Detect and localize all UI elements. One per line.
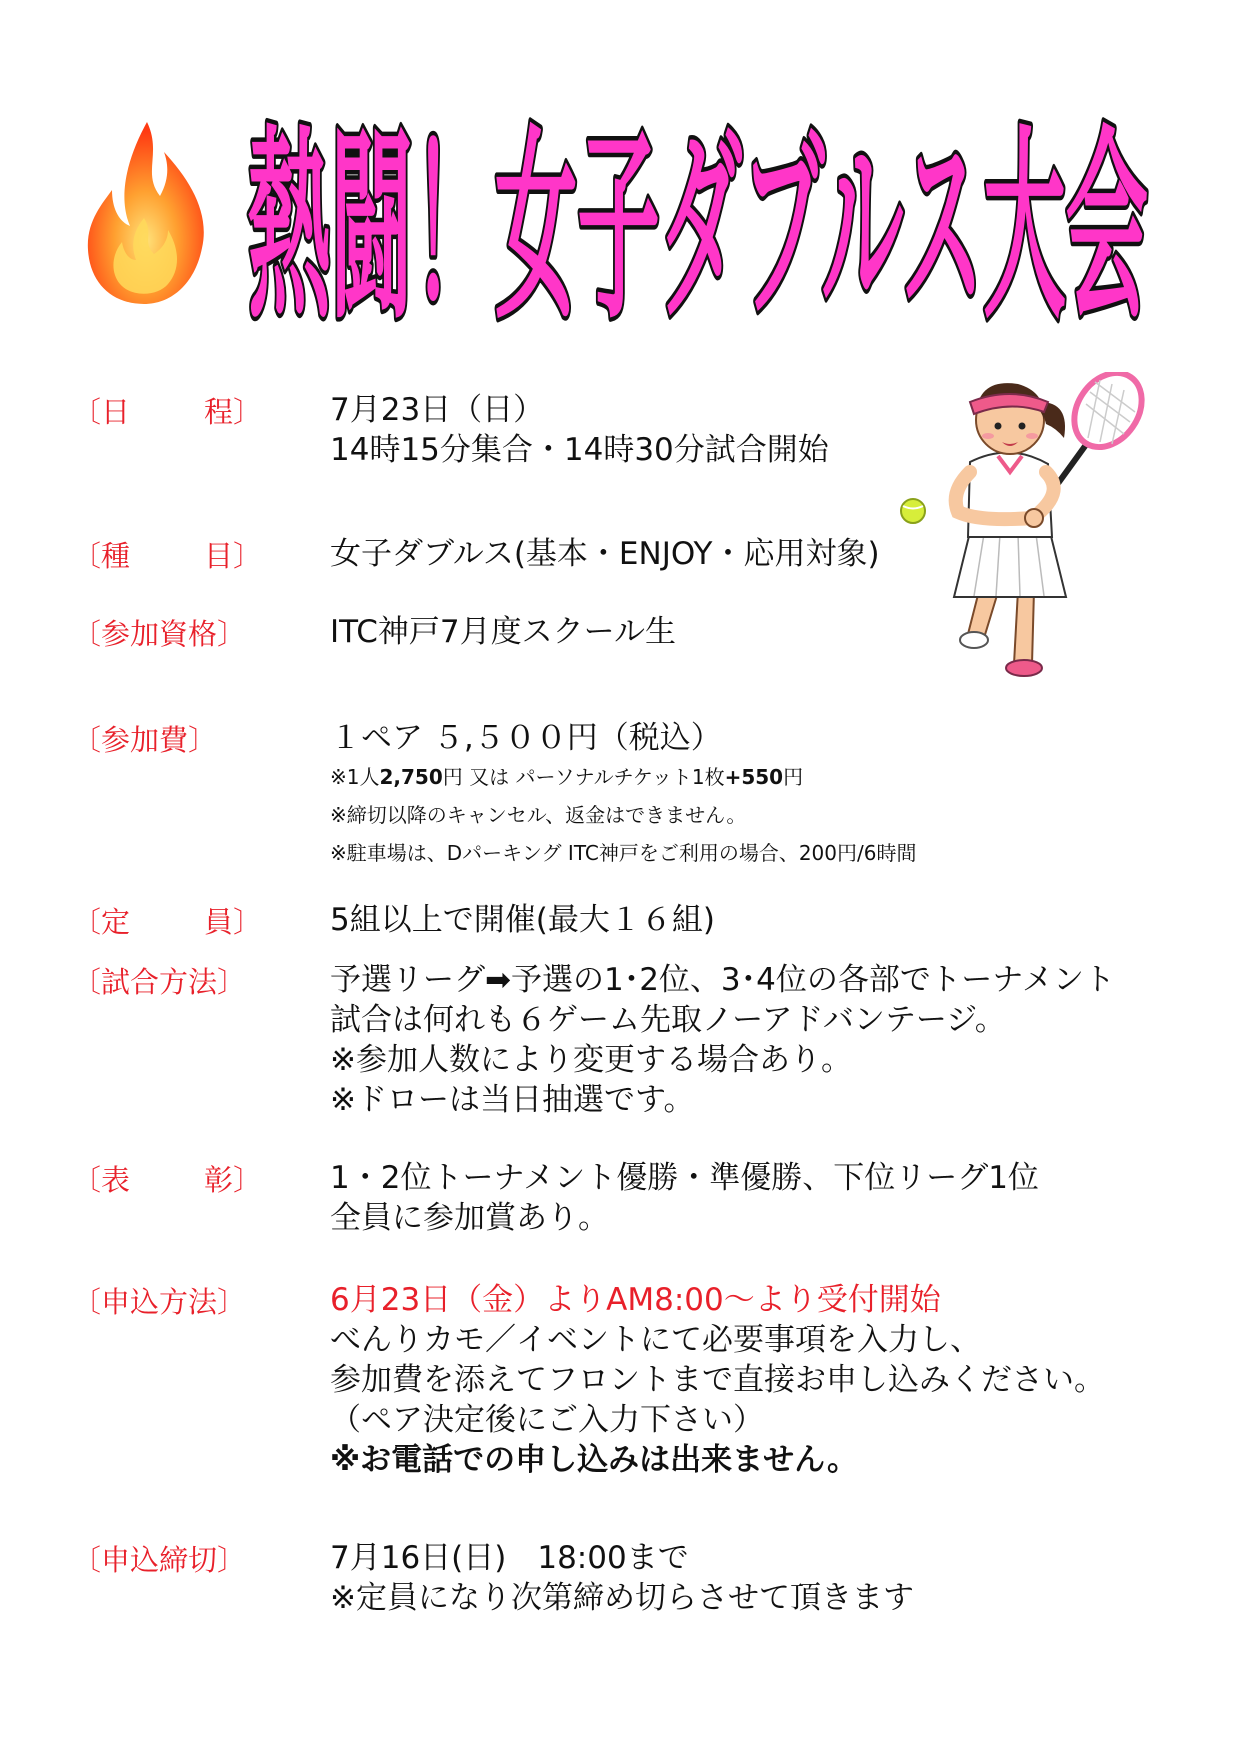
- format-label: 〔試合方法〕: [72, 965, 247, 999]
- fee-amount: １ペア ５,５００円（税込）: [330, 720, 722, 756]
- awards-label: 〔表 彰〕: [72, 1163, 262, 1197]
- fee-label: 〔参加費〕: [72, 723, 218, 757]
- deadline-label: 〔申込締切〕: [72, 1543, 247, 1577]
- flame-icon: [82, 118, 212, 308]
- capacity-value: 5組以上で開催(最大１６組): [330, 902, 715, 938]
- event-type-label: 〔種 目〕: [72, 539, 262, 573]
- schedule-value: [330, 390, 1210, 470]
- event-type-value: 女子ダブルス(基本・ENJOY・応用対象): [330, 536, 880, 572]
- schedule-time: 14時15分集合・14時30分試合開始: [330, 432, 829, 468]
- deadline-value: 7月16日(日) 18:00まで ※定員になり次第締め切らさせて頂きます: [330, 1540, 914, 1616]
- application-value: 6月23日（金）よりAM8:00～より受付開始 べんりカモ／イベントにて必要事項を入力し、 参加費を添えてフロントまで直接お申し込みください。 （ペア決定後にご入力下さい） ※お電話での申し込みは出来ません。: [330, 1280, 1210, 1480]
- fee-note-2: ※締切以降のキャンセル、返金はできません。: [330, 803, 747, 827]
- application-phone-note: ※お電話での申し込みは出来ません。: [330, 1442, 858, 1478]
- eligibility-value: ITC神戸7月度スクール生: [330, 614, 677, 650]
- fee-note-1: ※1人2,750円 又は パーソナルチケット1枚+550円: [330, 765, 804, 789]
- page-title: [232, 50, 1164, 372]
- tennis-ball-icon: [898, 496, 928, 526]
- page-title-text: 熱闘！女子ダブルス大会: [248, 109, 1148, 347]
- schedule-date: 7月23日（日）: [330, 392, 545, 428]
- fee-note-3: ※駐車場は、Dパーキング ITC神戸をご利用の場合、200円/6時間: [330, 841, 917, 865]
- capacity-label: 〔定 員〕: [72, 905, 262, 939]
- format-value: 予選リーグ➡予選の1･2位、3･4位の各部でトーナメント 試合は何れも６ゲーム先取ノーアドバンテージ。 ※参加人数により変更する場合あり。 ※ドローは当日抽選です。: [330, 962, 1116, 1118]
- application-start: 6月23日（金）よりAM8:00～より受付開始: [330, 1282, 941, 1318]
- schedule-label: 〔日 程〕: [72, 395, 262, 429]
- awards-value: 1・2位トーナメント優勝・準優勝、下位リーグ1位 全員に参加賞あり。: [330, 1160, 1039, 1236]
- application-label: 〔申込方法〕: [72, 1285, 247, 1319]
- fee-value: [330, 718, 1210, 872]
- eligibility-label: 〔参加資格〕: [72, 617, 247, 651]
